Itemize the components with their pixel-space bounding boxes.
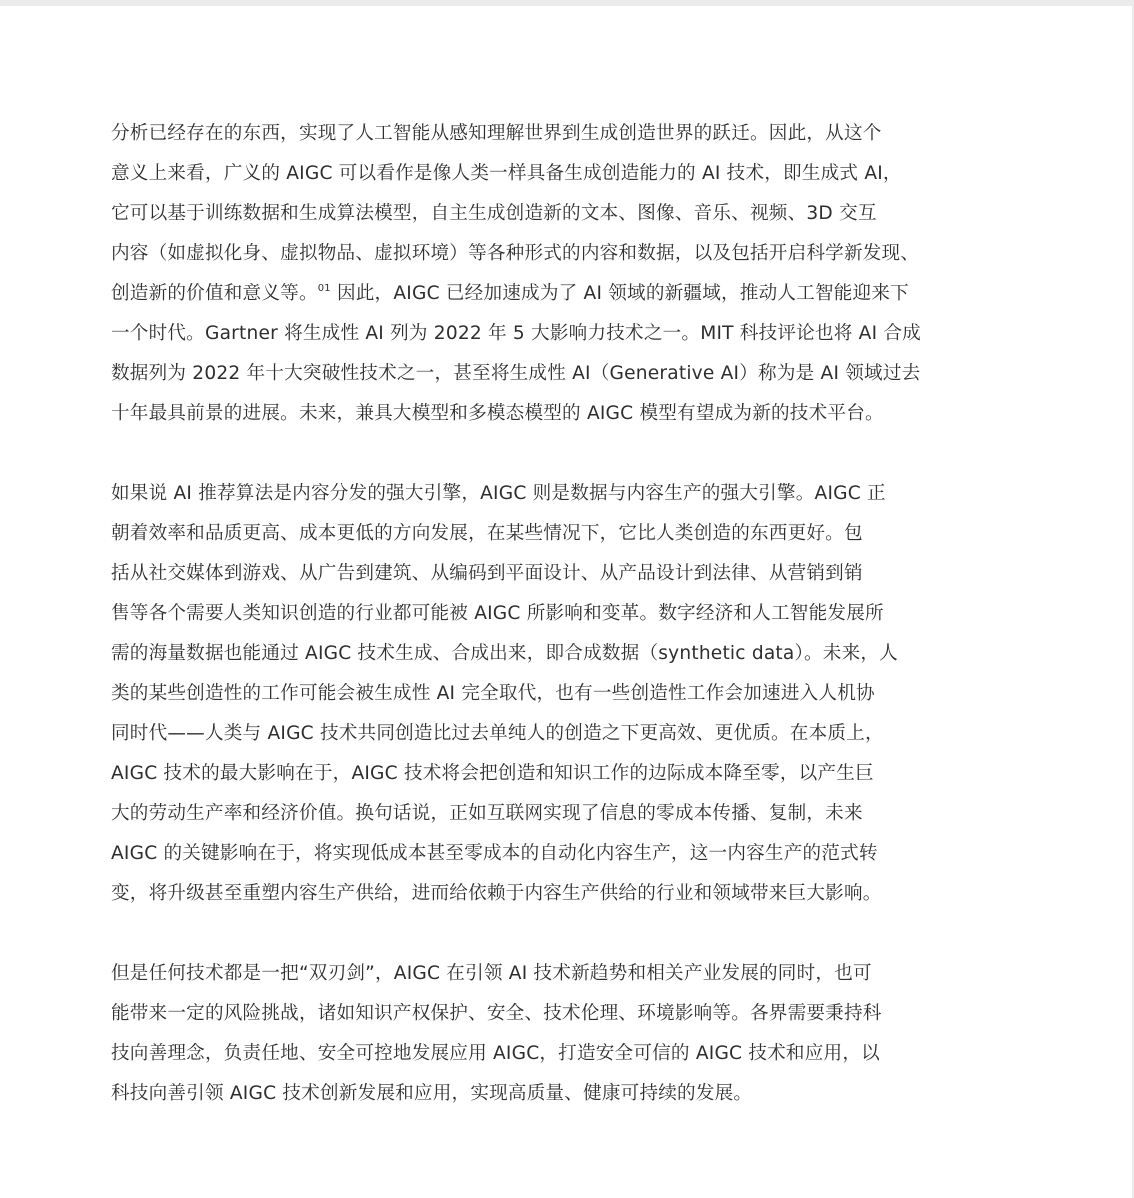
- text-line: 变，将升级甚至重塑内容生产供给，进而给依赖于内容生产供给的行业和领域带来巨大影响。: [111, 883, 882, 904]
- text-line: 内容（如虚拟化身、虚拟物品、虚拟环境）等各种形式的内容和数据，以及包括开启科学新发现、: [111, 243, 920, 264]
- document-body: [111, 114, 951, 1154]
- text-line: 科技向善引领 AIGC 技术创新发展和应用，实现高质量、健康可持续的发展。: [111, 1083, 753, 1104]
- text-line: 如果说 AI 推荐算法是内容分发的强大引擎，AIGC 则是数据与内容生产的强大引擎。AIGC 正: [111, 483, 886, 504]
- text-line: 大的劳动生产率和经济价值。换句话说，正如互联网实现了信息的零成本传播、复制，未来: [111, 803, 863, 824]
- text-line: 但是任何技术都是一把“双刃剑”，AIGC 在引领 AI 技术新趋势和相关产业发展的同时，也可: [111, 963, 872, 984]
- footnote-reference[interactable]: 01: [317, 283, 331, 294]
- paragraph-2: [111, 474, 951, 914]
- text-line-with-footnote: [111, 274, 951, 314]
- text-line: 十年最具前景的进展。未来，兼具大模型和多模态模型的 AIGC 模型有望成为新的技术平台。: [111, 403, 884, 424]
- text-line: 技向善理念，负责任地、安全可控地发展应用 AIGC，打造安全可信的 AIGC 技术和应用，以: [111, 1043, 880, 1064]
- document-page: [0, 6, 1132, 1198]
- paragraph-1: [111, 114, 951, 434]
- paragraph-3: [111, 954, 951, 1114]
- text-line: 意义上来看，广义的 AIGC 可以看作是像人类一样具备生成创造能力的 AI 技术，即生成式 AI，: [111, 163, 902, 184]
- text-line: 它可以基于训练数据和生成算法模型，自主生成创造新的文本、图像、音乐、视频、3D 交互: [111, 203, 877, 224]
- text-line: 能带来一定的风险挑战，诸如知识产权保护、安全、技术伦理、环境影响等。各界需要秉持科: [111, 1003, 882, 1024]
- text-line: 售等各个需要人类知识创造的行业都可能被 AIGC 所影响和变革。数字经济和人工智能发展所: [111, 603, 884, 624]
- text-line: 分析已经存在的东西，实现了人工智能从感知理解世界到生成创造世界的跃迁。因此，从这个: [111, 123, 882, 144]
- text-segment: 创造新的价值和意义等。: [111, 283, 318, 304]
- text-segment: 因此，AIGC 已经加速成为了 AI 领域的新疆域，推动人工智能迎来下: [330, 283, 909, 304]
- text-line: 括从社交媒体到游戏、从广告到建筑、从编码到平面设计、从产品设计到法律、从营销到销: [111, 563, 863, 584]
- text-line: AIGC 技术的最大影响在于，AIGC 技术将会把创造和知识工作的边际成本降至零，以产生巨: [111, 763, 874, 784]
- text-line: 朝着效率和品质更高、成本更低的方向发展，在某些情况下，它比人类创造的东西更好。包: [111, 523, 863, 544]
- text-line: AIGC 的关键影响在于，将实现低成本甚至零成本的自动化内容生产，这一内容生产的范式转: [111, 843, 878, 864]
- text-line: 类的某些创造性的工作可能会被生成性 AI 完全取代，也有一些创造性工作会加速进入人机协: [111, 683, 875, 704]
- text-line: 同时代——人类与 AIGC 技术共同创造比过去单纯人的创造之下更高效、更优质。在本质上，: [111, 723, 884, 744]
- text-line: 需的海量数据也能通过 AIGC 技术生成、合成出来，即合成数据（synthetic data）。未来，人: [111, 643, 898, 664]
- text-line: 数据列为 2022 年十大突破性技术之一，甚至将生成性 AI（Generative AI）称为是 AI 领域过去: [111, 363, 921, 384]
- text-line: 一个时代。Gartner 将生成性 AI 列为 2022 年 5 大影响力技术之一。MIT 科技评论也将 AI 合成: [111, 323, 921, 344]
